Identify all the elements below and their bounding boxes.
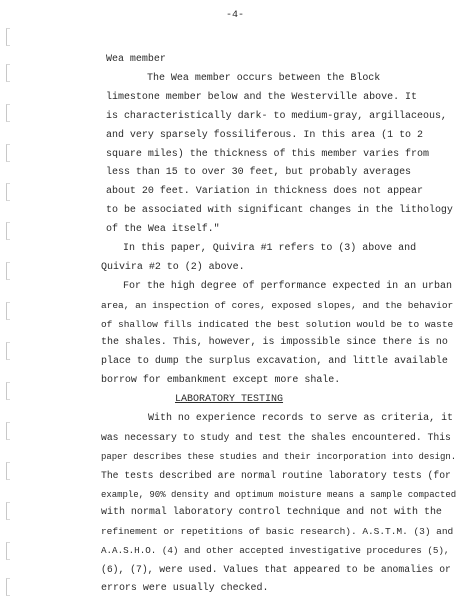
text-line: For the high degree of performance expected in an urban [123,280,452,292]
text-line: and very sparsely fossiliferous. In this area (1 to 2 [106,129,423,141]
subsection-title: Wea member [106,54,166,65]
text-line: limestone member below and the Westerville above. It [106,91,418,103]
text-line: square miles) the thickness of this member varies from [106,148,429,160]
text-line: area, an inspection of cores, exposed slopes, and the behavior [101,299,454,311]
page-number: -4- [226,10,245,21]
binder-mark [6,183,10,201]
binder-mark [6,462,10,480]
text-line: was necessary to study and test the shales encountered. This [101,431,451,443]
text-line: of shallow fills indicated the best solution would be to waste [101,318,454,330]
text-line: The tests described are normal routine laboratory tests (for [101,469,451,481]
binder-mark [6,502,10,520]
binder-mark [6,144,10,162]
text-line: In this paper, Quivira #1 refers to (3) above and [123,242,417,254]
binder-mark [6,578,10,596]
text-line: errors were usually checked. [101,583,269,594]
text-line: the shales. This, however, is impossible since there is no [101,337,448,349]
binder-mark [6,542,10,560]
binder-mark [6,104,10,122]
binder-mark [6,222,10,240]
text-line: less than 15 to over 30 feet, but probably averages [106,167,412,179]
text-line: with normal laboratory control technique and not with the [101,507,442,519]
text-line: refinement or repetitions of basic research). A.S.T.M. (3) and [101,526,454,538]
text-line: to be associated with significant changes in the lithology [106,205,453,217]
text-line: about 20 feet. Variation in thickness does not appear [106,186,423,198]
text-line: place to dump the surplus excavation, and little available [101,356,448,368]
binder-mark [6,382,10,400]
text-line: (6), (7), were used. Values that appeared to be anomalies or [101,564,451,576]
binder-mark [6,302,10,320]
text-line: Quivira #2 to (2) above. [101,261,245,273]
text-line: borrow for embankment except more shale. [101,375,341,387]
binder-mark [6,28,10,46]
text-line: paper describes these studies and their incorporation into design. [101,451,457,462]
text-line: example, 90% density and optimum moisture means a sample compacted [101,489,457,500]
text-line: of the Wea itself." [106,224,220,235]
text-line: is characteristically dark- to medium-gray, argillaceous, [106,110,447,122]
section-heading: LABORATORY TESTING [175,394,284,406]
binder-mark [6,342,10,360]
binder-mark [6,422,10,440]
binder-mark [6,262,10,280]
text-line: A.A.S.H.O. (4) and other accepted investigative procedures (5), [101,545,450,557]
text-line: The Wea member occurs between the Block [147,72,381,84]
binder-hole-marks [6,0,12,599]
text-line: With no experience records to serve as criteria, it [148,413,454,424]
binder-mark [6,64,10,82]
